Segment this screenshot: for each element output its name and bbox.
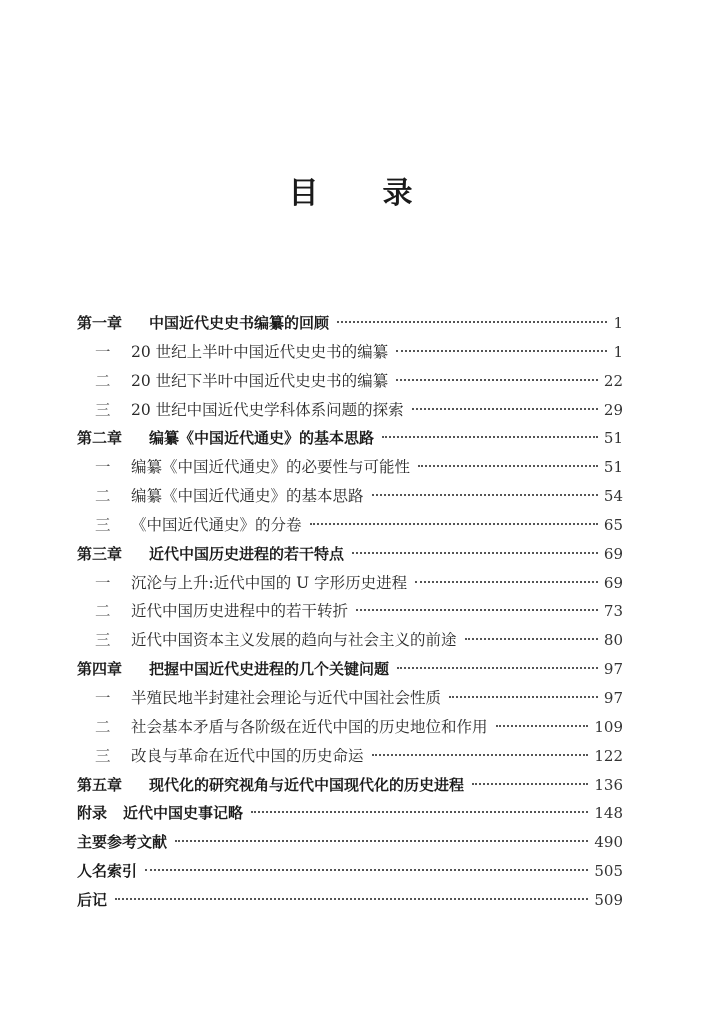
toc-entry-name-index[interactable]	[77, 857, 623, 886]
toc-entry-page: 97	[603, 688, 623, 707]
toc-entry-page: 509	[594, 890, 623, 909]
dot-leader	[396, 379, 598, 381]
toc-entry-page: 54	[603, 487, 623, 506]
toc-entry-page: 80	[603, 631, 623, 650]
toc-entry-chapter-1[interactable]	[77, 309, 623, 338]
toc-entry-title: 后记	[77, 890, 108, 909]
toc-entry-label: 第五章	[77, 775, 123, 794]
toc-entry-title: 中国近代史史书编纂的回顾	[149, 314, 330, 332]
dot-leader	[465, 638, 598, 640]
toc-entry-page: 22	[603, 371, 623, 390]
toc-entry-afterword[interactable]	[77, 886, 623, 915]
dot-leader	[412, 408, 598, 410]
toc-entry-label: 三	[95, 631, 111, 650]
toc-entry-label: 第三章	[77, 544, 123, 563]
toc-entry-chapter-2[interactable]	[77, 424, 623, 453]
toc-entry-title: 人名索引	[77, 862, 138, 881]
toc-entry-title: 20 世纪上半叶中国近代史史书的编纂	[131, 342, 389, 361]
toc-entry-chapter-4[interactable]	[77, 655, 623, 684]
toc-entry-label: 附录	[77, 804, 108, 823]
toc-entry-label: 一	[95, 573, 111, 592]
dot-leader	[352, 552, 598, 554]
toc-entry-page: 148	[594, 804, 623, 823]
toc-entry-title: 近代中国历史进程的若干特点	[149, 544, 345, 563]
toc-entry-page: 505	[594, 862, 623, 881]
toc-entry-page: 109	[594, 717, 623, 736]
toc-entry-label: 三	[95, 746, 111, 765]
toc-entry-label: 二	[95, 487, 111, 506]
toc-entry-page: 1	[613, 314, 623, 332]
toc-entry-section[interactable]	[77, 338, 623, 367]
dot-leader	[145, 869, 588, 871]
dot-leader	[415, 581, 598, 583]
toc-entry-section[interactable]	[77, 367, 623, 396]
toc-entry-page: 490	[594, 833, 623, 852]
toc-entry-title: 把握中国近代史进程的几个关键问题	[149, 660, 390, 679]
toc-entry-section[interactable]	[77, 684, 623, 713]
toc-entry-label: 三	[95, 400, 111, 419]
dot-leader	[356, 609, 598, 611]
toc-entry-title: 社会基本矛盾与各阶级在近代中国的历史地位和作用	[131, 717, 488, 736]
toc-entry-title: 现代化的研究视角与近代中国现代化的历史进程	[149, 775, 465, 794]
dot-leader	[418, 465, 598, 467]
toc-entry-label: 二	[95, 371, 111, 390]
toc-entry-title: 改良与革命在近代中国的历史命运	[131, 746, 364, 765]
toc-entry-section[interactable]	[77, 742, 623, 771]
toc-entry-title: 半殖民地半封建社会理论与近代中国社会性质	[131, 688, 442, 707]
toc-entry-title: 近代中国资本主义发展的趋向与社会主义的前途	[131, 631, 457, 650]
toc-entry-page: 97	[603, 660, 623, 679]
toc-entry-section[interactable]	[77, 396, 623, 425]
toc-entry-page: 136	[594, 775, 623, 794]
toc-entry-section[interactable]	[77, 626, 623, 655]
toc-entry-chapter-3[interactable]	[77, 540, 623, 569]
toc-entry-label: 第一章	[77, 314, 123, 332]
toc-entry-page: 73	[603, 602, 623, 621]
dot-leader	[115, 898, 588, 900]
toc-entry-label: 二	[95, 717, 111, 736]
toc-entry-section[interactable]	[77, 453, 623, 482]
toc-entry-title: 编纂《中国近代通史》的基本思路	[149, 429, 375, 448]
toc-entry-appendix[interactable]	[77, 799, 623, 828]
toc-entry-page: 51	[603, 458, 623, 477]
dot-leader	[449, 696, 598, 698]
dot-leader	[372, 754, 589, 756]
toc-entry-page: 122	[594, 746, 623, 765]
dot-leader	[175, 840, 588, 842]
dot-leader	[382, 436, 598, 438]
page-title	[0, 172, 701, 216]
toc-entry-page: 1	[613, 342, 623, 361]
toc-entry-section[interactable]	[77, 569, 623, 598]
dot-leader	[397, 667, 598, 669]
toc-entry-label: 三	[95, 515, 111, 534]
toc-entry-title: 近代中国史事记略	[123, 804, 244, 823]
toc-entry-title: 编纂《中国近代通史》的基本思路	[131, 487, 364, 506]
toc-entry-page: 69	[603, 544, 623, 563]
table-of-contents	[77, 309, 623, 915]
toc-entry-page: 65	[603, 515, 623, 534]
toc-entry-section[interactable]	[77, 713, 623, 742]
toc-entry-label: 第四章	[77, 660, 123, 679]
toc-entry-label: 一	[95, 342, 111, 361]
toc-entry-chapter-5[interactable]	[77, 771, 623, 800]
toc-entry-title: 近代中国历史进程中的若干转折	[131, 602, 349, 621]
dot-leader	[372, 494, 598, 496]
dot-leader	[251, 811, 588, 813]
toc-entry-section[interactable]	[77, 511, 623, 540]
toc-entry-title: 沉沦与上升:近代中国的 U 字形历史进程	[131, 573, 408, 592]
toc-entry-label: 一	[95, 688, 111, 707]
dot-leader	[337, 321, 607, 323]
toc-entry-title: 主要参考文献	[77, 833, 168, 852]
page-title-char-2: 录	[382, 176, 413, 211]
toc-entry-section[interactable]	[77, 597, 623, 626]
toc-entry-label: 二	[95, 602, 111, 621]
toc-entry-page: 29	[603, 400, 623, 419]
toc-entry-page: 69	[603, 573, 623, 592]
page-title-char-1: 目	[288, 176, 319, 211]
toc-entry-references[interactable]	[77, 828, 623, 857]
dot-leader	[310, 523, 598, 525]
toc-entry-page: 51	[603, 429, 623, 448]
toc-entry-section[interactable]	[77, 482, 623, 511]
toc-entry-label: 第二章	[77, 429, 123, 448]
toc-entry-title: 20 世纪下半叶中国近代史史书的编纂	[131, 371, 389, 390]
dot-leader	[472, 783, 588, 785]
toc-entry-title: 20 世纪中国近代史学科体系问题的探索	[131, 400, 404, 419]
dot-leader	[396, 350, 607, 352]
toc-entry-title: 编纂《中国近代通史》的必要性与可能性	[131, 458, 411, 477]
toc-entry-label: 一	[95, 458, 111, 477]
toc-entry-title: 《中国近代通史》的分卷	[131, 515, 302, 534]
dot-leader	[496, 725, 589, 727]
